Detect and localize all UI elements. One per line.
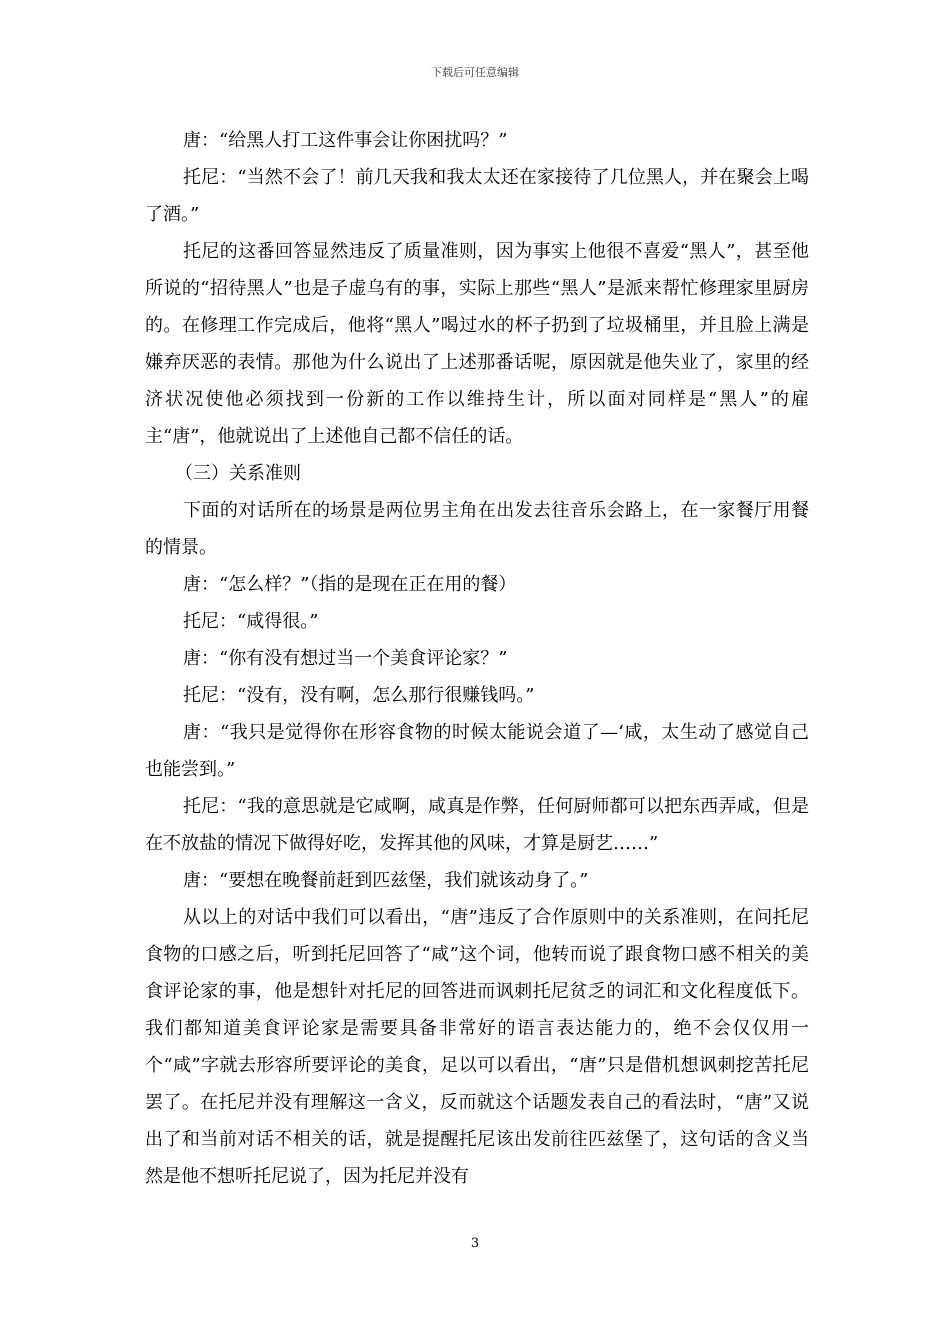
dialogue-line: 托尼：“当然不会了！前几天我和我太太还在家接待了几位黑人，并在聚会上喝了酒。” [145,167,809,225]
dialogue-line: 托尼：“咸得很。” [183,611,319,632]
dialogue-line: 托尼：“我的意思就是它咸啊，咸真是作弊，任何厨师都可以把东西弄咸，但是在不放盐的情况下做得好吃，发挥其他的风味，才算是厨艺……” [145,796,809,854]
dialogue-line: 唐：“怎么样？”（指的是现在正在用的餐） [183,574,517,595]
document-body [145,122,809,1195]
body-paragraph: 托尼的这番回答显然违反了质量准则，因为事实上他很不喜爱“黑人”，甚至他所说的“招待黑人”也是子虚乌有的事，实际上那些“黑人”是派来帮忙修理家里厨房的。在修理工作完成后，他将“黑人”喝过水的杯子扔到了垃圾桶里，并且脸上满是嫌弃厌恶的表情。那他为什么说出了上述那番话呢，原因就是他失业了，家里的经济状况使他必须找到一份新的工作以维持生计，所以面对同样是“黑人”的雇主“唐”，他就说出了上述他自己都不信任的话。 [145,241,809,447]
body-paragraph: 从以上的对话中我们可以看出，“唐”违反了合作原则中的关系准则，在问托尼食物的口感之后，听到托尼回答了“咸”这个词，他转而说了跟食物口感不相关的美食评论家的事，他是想针对托尼的回答进而讽刺托尼贫乏的词汇和文化程度低下。我们都知道美食评论家是需要具备非常好的语言表达能力的，绝不会仅仅用一个“咸”字就去形容所要评论的美食，足以可以看出，“唐”只是借机想讽刺挖苦托尼罢了。在托尼并没有理解这一含义，反而就这个话题发表自己的看法时，“唐”又说出了和当前对话不相关的话，就是提醒托尼该出发前往匹兹堡了，这句话的含义当然是他不想听托尼说了，因为托尼并没有 [145,907,809,1187]
dialogue-line: 唐：“给黑人打工这件事会让你困扰吗？” [183,130,508,151]
dialogue-line: 唐：“我只是觉得你在形容食物的时候太能说会道了—‘咸，太生动了感觉自己也能尝到。” [145,722,809,780]
page-header: 下载后可任意编辑 [431,66,519,79]
dialogue-line: 托尼：“没有，没有啊，怎么那行很赚钱吗。” [183,685,535,706]
dialogue-line: 唐：“要想在晚餐前赶到匹兹堡，我们就该动身了。” [183,870,589,891]
body-paragraph: 下面的对话所在的场景是两位男主角在出发去往音乐会路上，在一家餐厅用餐的情景。 [145,500,809,558]
section-heading: （三）关系准则 [175,463,301,484]
dialogue-line: 唐：“你有没有想过当一个美食评论家？” [183,648,508,669]
page-number: 3 [470,1236,480,1251]
